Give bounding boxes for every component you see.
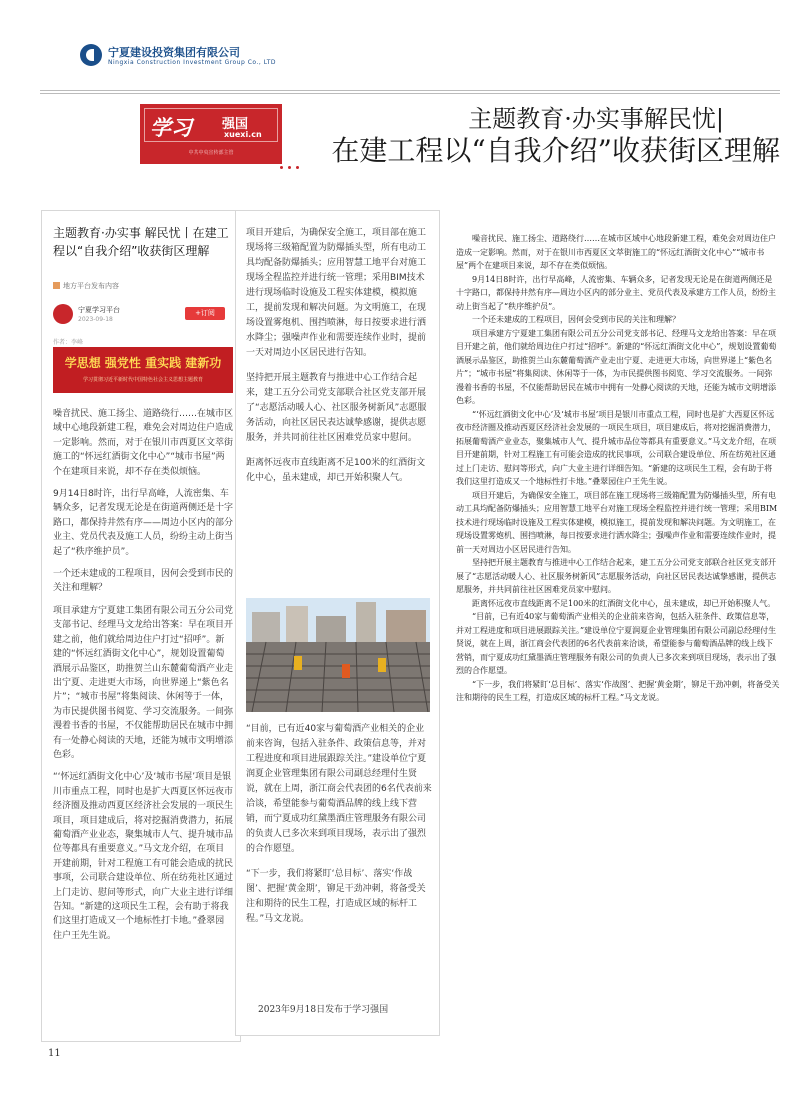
company-header [80,42,320,72]
headline-decoration [280,164,780,170]
banner-cn-logo: 学习 [150,115,192,140]
paragraph: 项目开建后，为确保安全施工，项目部在施工现场将三级箱配置为防爆插头型，所有电动工具均配备防爆插头；应用智慧工地平台对施工现场全程监控并进行统一管理；采用BIM技术进行现场临时设施及工程实体建模，模拟施工，提前发现和解决问题。为文明施工，在现场设置雾炮机、围挡喷淋，每日按要求进行洒水降尘；强噪声作业和需要连续作业时，提前一天对周边小区居民进行告知。 [456,490,778,554]
article-source: 地方平台发布内容 [53,281,119,291]
paragraph: 一个还未建成的工程项目，因何会受到市民的关注和理解？ [53,569,234,594]
paragraph: 9月14日8时许，出行早高峰，人流密集、车辆众多，记者发现无论是在街道两侧还是十字路口，都保持井然有序——周边小区内的部分业主、党员代表及施工人员，纷纷主动上街当起了“秩序维护员”。 [53,489,234,557]
article-body-column-2-bottom [246,722,432,937]
org-name-cn: 宁夏建设投资集团有限公司 [108,46,240,59]
paragraph: “‘怀远红酒街文化中心’及‘城市书屋’项目是银川市重点工程，同时也是扩大西夏区怀远夜市经济圈及推动西夏区经济社会发展的一项民生项目，项目建成后，将对挖掘消费潜力，拓展葡萄酒产业业态，聚集城市人气、提升城市品位等都具有重要意义。”马文龙介绍，在项目开建前期，针对工程施工有可能会造成的扰民事项，公司联合建设单位、所在纺苑社区通过上门走访、慰问等形式，向广大业主进行详细告知。“新建的这项民生工程，会有助于将我们这里打造成又一个地标性打卡地。”叠翠园住户王先生说。 [456,409,777,486]
paragraph: “‘怀远红酒街文化中心’及‘城市书屋’项目是银川市重点工程，同时也是扩大西夏区怀远夜市经济圈及推动西夏区经济社会发展的一项民生项目，项目建成后，将对挖掘消费潜力，拓展葡萄酒产业业态，聚集城市人气、提升城市品位等都具有重要意义。”马文龙介绍，在项目开建前期，针对工程施工有可能会造成的扰民事项，公司联合建设单位、所在纺苑社区通过上门走访、慰问等形式，向广大业主进行详细告知。“新建的这项民生工程，会有助于将我们这里打造成又一个地标性打卡地。”叠翠园住户王先生说。 [53,772,234,941]
paragraph: “下一步，我们将紧盯‘总目标’、落实‘作战图’、把握‘黄金期’，铆足干劲冲刺，将备受关注和期待的民生工程，打造成区域的标杆工程。”马文龙说。 [456,679,780,702]
publish-note: 2023年9月18日发布于学习强国 [258,1005,389,1015]
paragraph: 项目承建方宁夏建工集团有限公司五分公司党支部书记、经理马文龙给出答案：早在项目开建之前，他们就给周边住户打过“招呼”。新建的“怀远红酒街文化中心”，规划设置葡萄酒展示品鉴区，助推贺兰山东麓葡萄酒产业走出宁夏、走进更大市场，向世界递上“紫色名片”；“城市书屋”将集阅读、休闲等于一体，为市民提供图书阅览、学习交流服务。一间弥漫着书香的书屋，不仅能帮助居民在城市中拥有一处静心阅读的天地，还能为城市文明增添色彩。 [53,605,234,760]
page-headline [290,104,780,168]
page-number: 11 [48,1048,61,1059]
paragraph: 噪音扰民、施工扬尘、道路绕行……在城市区域中心地段新建工程，难免会对周边住户造成一定影响。然而，对于在银川市西夏区文萃街施工的“怀远红酒街文化中心”“城市书屋”两个在建项目来说，却不存在类似烦恼。 [53,409,234,477]
article-title: 主题教育·办实事 解民忧丨在建工程以“自我介绍”收获街区理解 [53,226,229,258]
paragraph: 项目开建后，为确保安全施工，项目部在施工现场将三级箱配置为防爆插头型，所有电动工具均配备防爆插头；应用智慧工地平台对施工现场全程监控并进行统一管理；采用BIM技术进行现场临时设施及工程实体建模，模拟施工，提前发现和解决问题。为文明施工，在现场设置雾炮机、围挡喷淋，每日按要求进行洒水降尘；强噪声作业和需要连续作业时，提前一天对周边小区居民进行告知。 [246,228,427,358]
banner-tagline: 中共中央宣传部主管 [188,150,234,156]
account-name: 宁夏学习平台 [78,306,120,314]
banner-strong: 强国 [222,117,249,132]
avatar [53,304,73,324]
company-logo-icon [80,44,102,66]
paragraph: 坚持把开展主题教育与推进中心工作结合起来，建工五分公司党支部联合社区党支部开展了“志愿活动暖人心、社区服务树新风”志愿服务活动，向社区居民表达诚挚感谢，提供志愿服务，并共同前往社区困难党员家中慰问。 [456,558,777,594]
headline-line-1: 主题教育·办实事解民忧| [468,105,724,133]
paragraph: “目前，已有近40家与葡萄酒产业相关的企业前来咨询，包括入驻条件、政策信息等，并对工程进度和项目进展跟踪关注。”建设单位宁夏润夏企业管理集团有限公司副总经理付生贤说，就在上周，浙江商会代表团的6名代表前来洽谈，希望能参与葡萄酒品牌的线上线下营销，而宁夏成功红黛墨酒庄管理服务有限公司的负责人已多次来到项目现场，表示出了强烈的合作愿望。 [456,612,777,675]
paragraph: “下一步，我们将紧盯‘总目标’、落实‘作战图’、把握‘黄金期’，铆足干劲冲刺，将备受关注和期待的民生工程，打造成区域的标杆工程。”马文龙说。 [246,869,426,924]
org-name-en: Ningxia Construction Investment Group Co., LTD [108,59,277,66]
article-body-column-3 [456,232,780,705]
article-body-column-1 [53,407,233,951]
construction-site-photo [246,598,430,712]
banner-url: xuexi.cn [224,130,262,139]
paragraph: 项目承建方宁夏建工集团有限公司五分公司党支部书记、经理马文龙给出答案：早在项目开建之前，他们就给周边住户打过“招呼”。新建的“怀远红酒街文化中心”，规划设置葡萄酒展示品鉴区，助推贺兰山东麓葡萄酒产业走出宁夏、走进更大市场，向世界递上“紫色名片”；“城市书屋”将集阅读、休闲等于一体，为市民提供图书阅览、学习交流服务。一间弥漫着书香的书屋，不仅能帮助居民在城市中拥有一处静心阅读的天地，还能为城市文明增添色彩。 [456,328,777,405]
article-author: 作者：李峰 [53,339,84,346]
paragraph: 距离怀远夜市直线距离不足100米的红酒街文化中心，虽未建成，却已开始积聚人气。 [246,458,426,483]
paragraph: “目前，已有近40家与葡萄酒产业相关的企业前来咨询，包括入驻条件、政策信息等，并对工程进度和项目进展跟踪关注。”建设单位宁夏润夏企业管理集团有限公司副总经理付生贤说，就在上周，浙江商会代表团的6名代表前来洽谈，希望能参与葡萄酒品牌的线上线下营销，而宁夏成功红黛墨酒庄管理服务有限公司的负责人已多次来到项目现场，表示出了强烈的合作愿望。 [246,724,432,854]
headline-line-2: 在建工程以“自我介绍”收获街区理解 [331,134,780,167]
account-bar [53,304,233,326]
header-divider [40,88,780,96]
paragraph: 一个还未建成的工程项目，因何会受到市民的关注和理解？ [472,315,680,324]
xuexi-logo-banner [140,104,282,164]
construction-site-illustration [246,598,430,712]
theme-banner-sub: 学习贯彻习近平新时代中国特色社会主义思想主题教育 [82,377,203,383]
theme-education-banner [53,347,233,393]
paragraph: 坚持把开展主题教育与推进中心工作结合起来，建工五分公司党支部联合社区党支部开展了“志愿活动暖人心、社区服务树新风”志愿服务活动，向社区居民表达诚挚感谢，提供志愿服务，并共同前往社区困难党员家中慰问。 [246,373,427,443]
paragraph: 距离怀远夜市直线距离不足100米的红酒街文化中心，虽未建成，却已开始积聚人气。 [472,598,776,608]
paragraph: 9月14日8时许，出行早高峰，人流密集、车辆众多，记者发现无论是在街道两侧还是十字路口，都保持井然有序—周边小区内的部分业主、党员代表及承建方工作人员，纷纷主动上街当起了“秩序维护员”。 [456,274,776,311]
theme-banner-main: 学思想 强党性 重实践 建新功 [64,356,222,370]
account-date: 2023-09-18 [78,316,113,323]
paragraph: 噪音扰民、施工扬尘、道路绕行……在城市区域中心地段新建工程，难免会对周边住户造成一定影响。然而，对于在银川市西夏区文萃街施工的“怀远红酒街文化中心”“城市书屋”两个在建项目来说，却不存在类似烦恼。 [456,234,776,270]
article-body-column-2-top [246,226,432,496]
subscribe-button[interactable]: +订阅 [185,307,225,320]
